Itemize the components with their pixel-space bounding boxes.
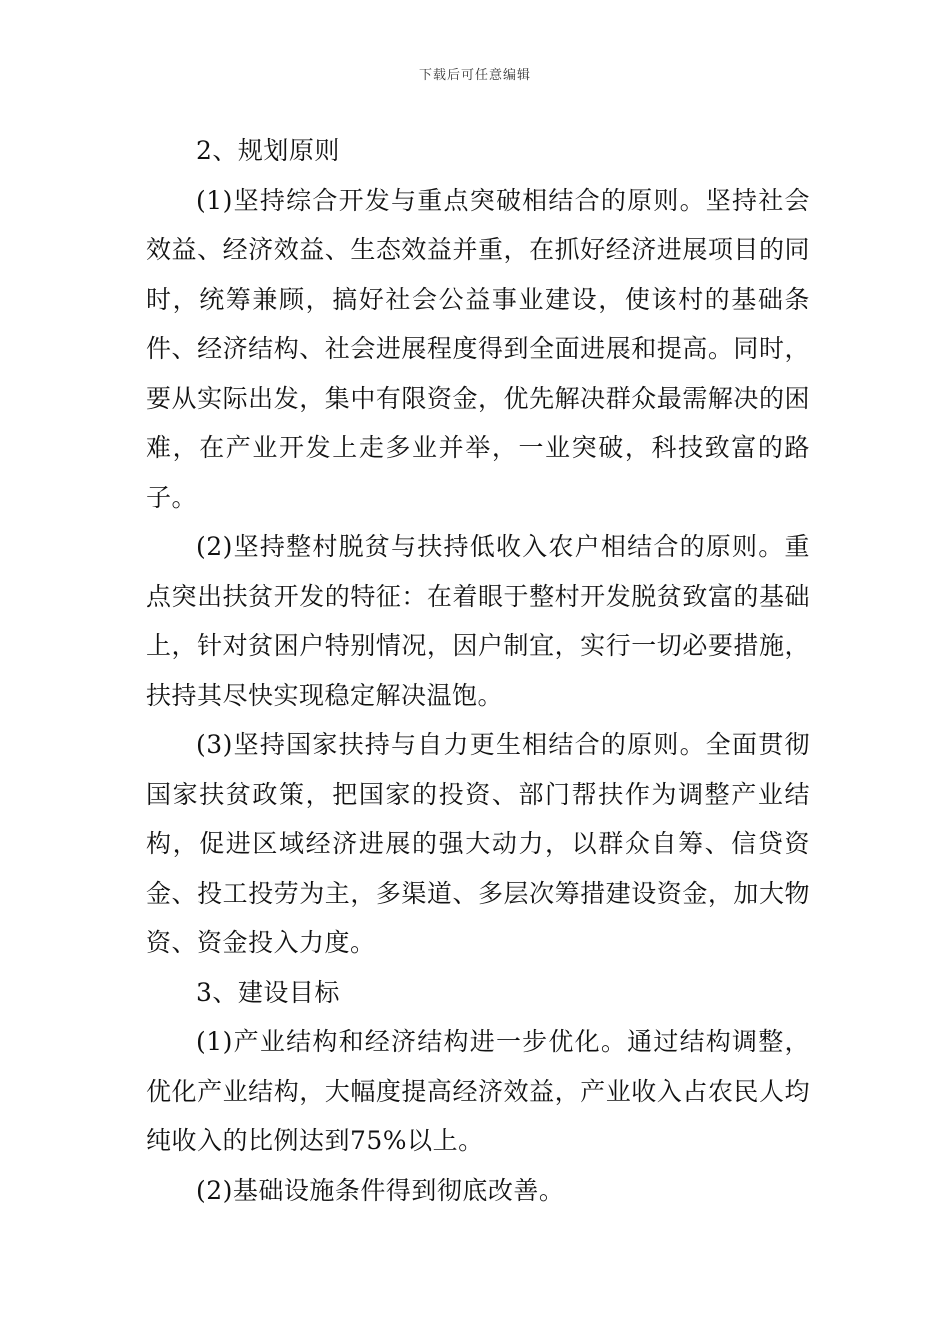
paragraph-goal-2: (2)基础设施条件得到彻底改善。: [196, 1175, 565, 1205]
section-heading-planning-principles: 2、规划原则: [196, 136, 340, 165]
page-header: 下载后可任意编辑: [418, 68, 531, 83]
paragraph-principle-1: (1)坚持综合开发与重点突破相结合的原则。坚持社会效益、经济效益、生态效益并重，在抓好经济进展项目的同时，统筹兼顾，搞好社会公益事业建设，使该村的基础条件、经济结构、社会进展程度得到全面进展和提高。同时，要从实际出发，集中有限资金，优先解决群众最需解决的困难，在产业开发上走多业并举，一业突破，科技致富的路子。: [146, 185, 810, 512]
paragraph-principle-2: (2)坚持整村脱贫与扶持低收入农户相结合的原则。重点突出扶贫开发的特征：在着眼于整村开发脱贫致富的基础上，针对贫困户特别情况，因户制宜，实行一切必要措施，扶持其尽快实现稳定解决温饱。: [146, 532, 810, 710]
paragraph-principle-3: (3)坚持国家扶持与自力更生相结合的原则。全面贯彻国家扶贫政策，把国家的投资、部门帮扶作为调整产业结构，促进区域经济进展的强大动力，以群众自筹、信贷资金、投工投劳为主，多渠道、多层次筹措建设资金，加大物资、资金投入力度。: [146, 730, 810, 957]
paragraph-goal-1: (1)产业结构和经济结构进一步优化。通过结构调整，优化产业结构，大幅度提高经济效益，产业收入占农民人均纯收入的比例达到75%以上。: [146, 1027, 810, 1155]
document-body: [146, 126, 810, 1215]
section-heading-construction-goals: 3、建设目标: [196, 977, 340, 1007]
